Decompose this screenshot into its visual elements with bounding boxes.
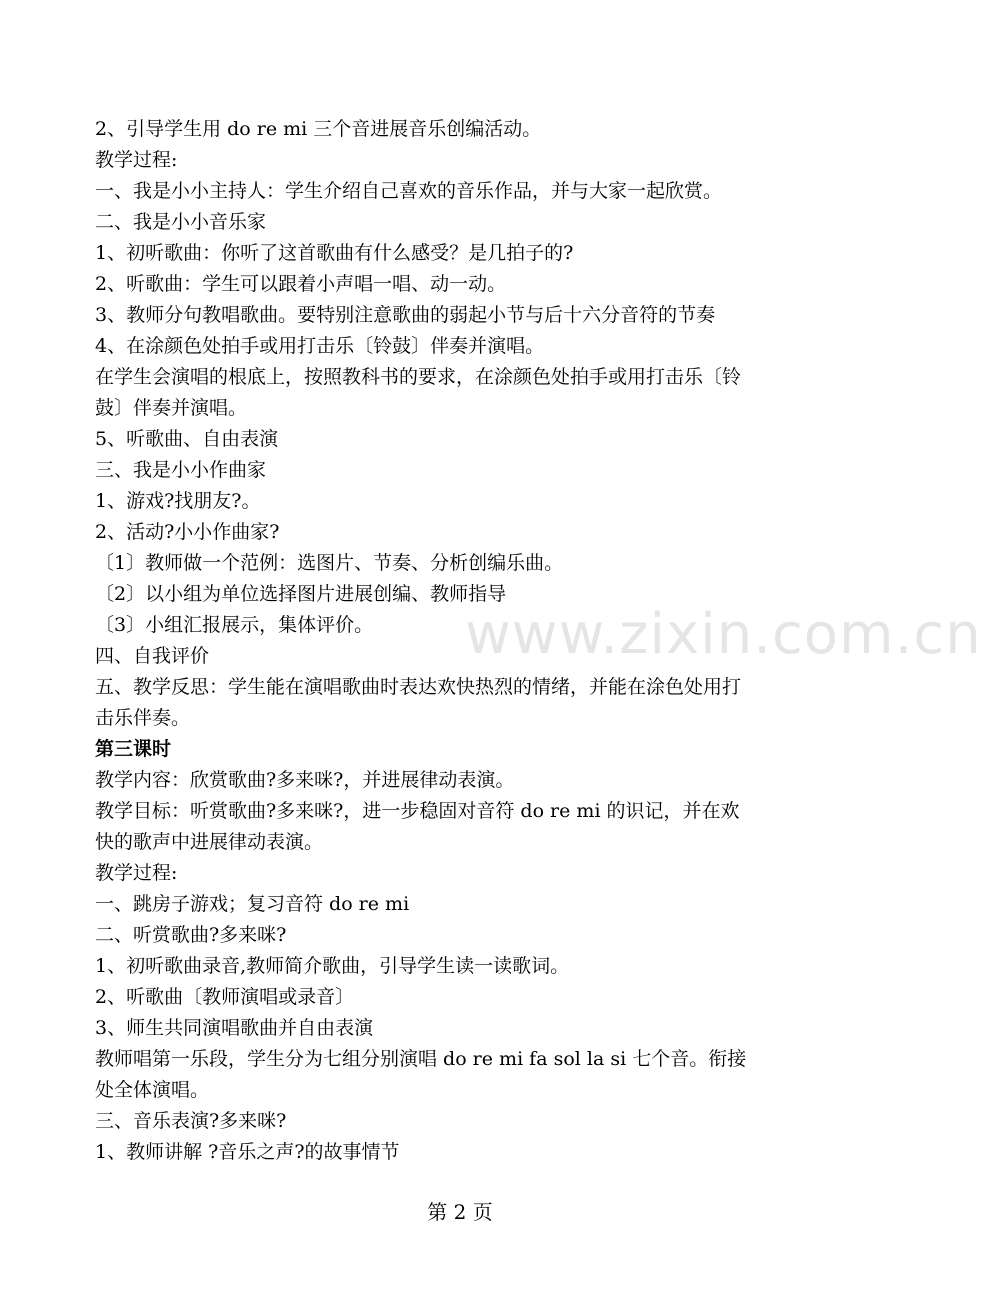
text-line: 〔2〕以小组为单位选择图片进展创编、教师指导 <box>95 583 507 605</box>
text-line: 4、在涂颜色处拍手或用打击乐〔铃鼓〕伴奏并演唱。 <box>95 335 545 357</box>
watermark: www.zixin.com.cn <box>465 602 982 667</box>
text-line: 〔3〕小组汇报展示，集体评价。 <box>95 614 374 636</box>
text-line: 5、听歌曲、自由表演 <box>95 428 279 450</box>
section-heading: 教学过程: <box>95 862 178 884</box>
text-line: 3、教师分句教唱歌曲。要特别注意歌曲的弱起小节与后十六分音符的节奏 <box>95 304 716 326</box>
text-line: 五、教学反思：学生能在演唱歌曲时表达欢快热烈的情绪，并能在涂色处用打 <box>95 676 742 698</box>
text-line: 教师唱第一乐段，学生分为七组分别演唱 do re mi fa sol la si 七个音。衔接 <box>95 1048 747 1070</box>
section-heading: 四、自我评价 <box>95 645 210 667</box>
text-line: 1、初听歌曲：你听了这首歌曲有什么感受？是几拍子的? <box>95 242 574 264</box>
text-line: 一、我是小小主持人：学生介绍自己喜欢的音乐作品，并与大家一起欣赏。 <box>95 180 723 202</box>
text-line: 鼓〕伴奏并演唱。 <box>95 397 248 419</box>
text-line: 1、初听歌曲录音,教师简介歌曲，引导学生读一读歌词。 <box>95 955 570 977</box>
text-line: 处全体演唱。 <box>95 1079 210 1101</box>
text-line: 〔1〕教师做一个范例：选图片、节奏、分析创编乐曲。 <box>95 552 564 574</box>
page-body <box>95 114 835 1168</box>
text-line: 3、师生共同演唱歌曲并自由表演 <box>95 1017 374 1039</box>
section-heading: 三、我是小小作曲家 <box>95 459 267 481</box>
text-line: 快的歌声中进展律动表演。 <box>95 831 324 853</box>
text-line: 二、听赏歌曲?多来咪? <box>95 924 287 946</box>
text-line: 击乐伴奏。 <box>95 707 191 729</box>
text-line: 教学内容：欣赏歌曲?多来咪?，并进展律动表演。 <box>95 769 515 791</box>
text-line: 教学目标：听赏歌曲?多来咪?，进一步稳固对音符 do re mi 的识记，并在欢 <box>95 800 740 822</box>
text-line: 2、听歌曲〔教师演唱或录音〕 <box>95 986 355 1008</box>
text-line: 2、活动?小小作曲家? <box>95 521 280 543</box>
text-line: 1、教师讲解 ?音乐之声?的故事情节 <box>95 1141 400 1163</box>
page-number: 第 2 页 <box>427 1200 493 1224</box>
text-line: 2、引导学生用 do re mi 三个音进展音乐创编活动。 <box>95 118 542 140</box>
section-heading: 教学过程: <box>95 149 178 171</box>
text-line: 1、游戏?找朋友?。 <box>95 490 261 512</box>
text-line: 2、听歌曲：学生可以跟着小声唱一唱、动一动。 <box>95 273 507 295</box>
lesson-heading: 第三课时 <box>95 738 172 760</box>
text-line: 一、跳房子游戏；复习音符 do re mi <box>95 893 410 915</box>
section-heading: 二、我是小小音乐家 <box>95 211 267 233</box>
text-line: 三、音乐表演?多来咪? <box>95 1110 287 1132</box>
text-line: 在学生会演唱的根底上，按照教科书的要求，在涂颜色处拍手或用打击乐〔铃 <box>95 366 742 388</box>
